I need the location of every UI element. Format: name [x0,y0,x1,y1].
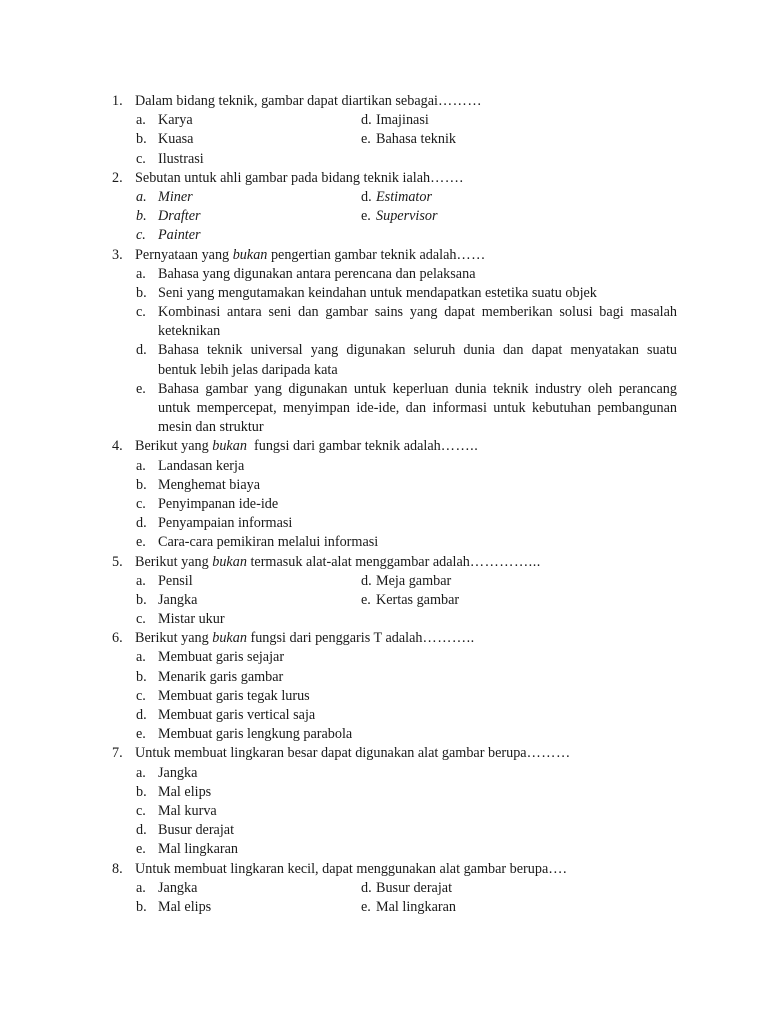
option-letter: e. [361,131,371,148]
question-3 [0,246,768,265]
option-letter: c. [136,227,146,244]
option-letter: b. [136,898,147,915]
option-letter: c. [136,802,146,819]
option-text: Jangka [158,764,198,781]
option-letter: b. [136,783,147,800]
option-letter: b. [136,476,147,493]
option-text: Ilustrasi [158,150,204,167]
option-letter: b. [136,131,147,148]
option-text: Bahasa yang digunakan antara perencana dan pelaksana [158,265,476,282]
option-text: mesin dan struktur [158,419,264,436]
option-text: Mal lingkaran [376,898,456,915]
option-letter: b. [136,284,147,301]
option-row [0,668,768,687]
question-number: 3. [112,246,123,263]
option-text: Membuat garis vertical saja [158,707,316,723]
option-text: Mal elips [158,783,212,800]
option-row [0,898,768,917]
question-text: Untuk membuat lingkaran kecil, dapat menggunakan alat gambar berupa…. [135,860,567,877]
option-row-continuation [0,361,768,380]
option-row [0,111,768,130]
option-text: Landasan kerja [158,457,245,474]
option-letter: e. [136,380,146,397]
question-7 [0,744,768,763]
option-text: Supervisor [376,208,438,225]
question-text: Sebutan untuk ahli gambar pada bidang teknik ialah……. [135,169,464,186]
option-letter: c. [136,611,146,628]
option-row [0,303,768,322]
option-letter: d. [136,707,147,723]
option-letter: c. [136,495,146,512]
question-text: Dalam bidang teknik, gambar dapat diartikan sebagai……… [135,93,483,109]
option-letter: a. [136,764,146,781]
option-text: keteknikan [158,323,221,340]
question-5 [0,553,768,572]
option-row [0,188,768,207]
option-letter: d. [136,822,147,839]
option-letter: a. [136,112,146,129]
option-text: Miner [158,188,193,205]
option-text: Estimator [376,188,432,205]
question-text: Pernyataan yang bukan pengertian gambar teknik adalah…… [135,246,486,263]
question-number: 1. [112,93,123,109]
option-row [0,840,768,859]
option-text: Membuat garis lengkung parabola [158,726,353,743]
option-letter: a. [136,188,147,205]
option-row [0,265,768,284]
option-letter: d. [136,342,147,359]
option-letter: e. [136,534,146,551]
option-letter: c. [136,150,146,167]
option-row [0,725,768,744]
question-text: Berikut yang bukan fungsi dari gambar teknik adalah…….. [135,438,479,455]
option-row [0,476,768,495]
option-row [0,572,768,591]
question-number: 8. [112,860,123,877]
option-text: bentuk lebih jelas daripada kata [158,361,338,378]
option-text: Jangka [158,591,198,608]
option-text: Jangka [158,879,198,896]
option-row [0,610,768,629]
option-letter: a. [136,457,146,474]
option-row [0,706,768,725]
option-text: Penyampaian informasi [158,515,293,532]
option-row [0,764,768,783]
option-text: Meja gambar [376,572,452,589]
option-row [0,150,768,169]
option-row [0,879,768,898]
question-number: 4. [112,438,123,455]
option-text: Busur derajat [376,879,453,896]
option-text: Mistar ukur [158,611,225,628]
option-row [0,687,768,706]
option-text: Kuasa [158,131,194,148]
question-number: 5. [112,553,123,570]
question-1 [0,92,768,111]
option-text: Pensil [158,572,193,589]
option-letter: a. [136,649,146,666]
option-text: Cara-cara pemikiran melalui informasi [158,534,379,551]
question-8 [0,860,768,879]
option-letter: d. [361,572,372,589]
option-row [0,821,768,840]
option-row-continuation [0,418,768,437]
option-letter: b. [136,591,147,608]
option-row [0,341,768,360]
option-letter: e. [136,841,146,858]
option-row [0,284,768,303]
option-row [0,648,768,667]
option-text: Painter [158,227,201,244]
option-text: Drafter [158,208,201,225]
option-row [0,380,768,399]
option-row [0,514,768,533]
option-row [0,207,768,226]
option-text: Kertas gambar [376,591,460,608]
option-row [0,226,768,245]
question-number: 7. [112,745,123,762]
option-text: Imajinasi [376,112,429,129]
option-letter: d. [136,515,147,532]
option-text: Seni yang mengutamakan keindahan untuk mendapatkan estetika suatu objek [158,284,597,301]
question-number: 2. [112,169,123,186]
option-text: Menghemat biaya [158,476,261,493]
option-letter: e. [361,898,371,915]
question-6 [0,629,768,648]
option-text: Bahasa gambar yang digunakan untuk keperluan dunia teknik industry oleh perancang [158,380,677,397]
question-text: Untuk membuat lingkaran besar dapat digunakan alat gambar berupa……… [135,745,571,762]
option-text: Bahasa teknik [376,131,456,148]
question-2 [0,169,768,188]
option-text: Busur derajat [158,822,235,839]
option-letter: a. [136,265,146,282]
option-letter: d. [361,879,372,896]
option-row [0,130,768,149]
option-text: Membuat garis tegak lurus [158,687,310,704]
option-letter: c. [136,304,146,321]
option-letter: e. [136,726,146,743]
option-text: Membuat garis sejajar [158,649,285,666]
option-text: Mal kurva [158,802,217,819]
option-row [0,802,768,821]
question-4 [0,437,768,456]
question-text: Berikut yang bukan termasuk alat-alat menggambar adalah…………... [135,553,541,570]
option-letter: b. [136,668,147,685]
option-text: Mal lingkaran [158,841,238,858]
option-text: untuk mempercepat, menyimpan ide-ide, dan informasi untuk kebutuhan pembangunan [158,400,677,416]
option-letter: d. [361,112,372,129]
option-text: Menarik garis gambar [158,668,284,685]
option-letter: d. [361,188,372,205]
option-text: Kombinasi antara seni dan gambar sains yang dapat memberikan solusi bagi masalah [158,304,677,321]
option-letter: a. [136,879,146,896]
option-letter: a. [136,572,146,589]
option-row [0,533,768,552]
option-text: Bahasa teknik universal yang digunakan seluruh dunia dan dapat menyatakan suatu [158,342,677,359]
option-letter: c. [136,687,146,704]
option-letter: e. [361,591,371,608]
option-row [0,495,768,514]
option-text: Mal elips [158,898,212,915]
option-row [0,457,768,476]
option-text: Karya [158,112,193,129]
option-row-continuation [0,399,768,418]
option-text: Penyimpanan ide-ide [158,495,279,512]
question-number: 6. [112,630,123,647]
option-row-continuation [0,322,768,341]
option-row [0,783,768,802]
option-row [0,591,768,610]
option-letter: b. [136,208,147,225]
option-letter: e. [361,208,371,225]
question-text: Berikut yang bukan fungsi dari penggaris T adalah……….. [135,630,475,647]
document-page [0,92,768,917]
